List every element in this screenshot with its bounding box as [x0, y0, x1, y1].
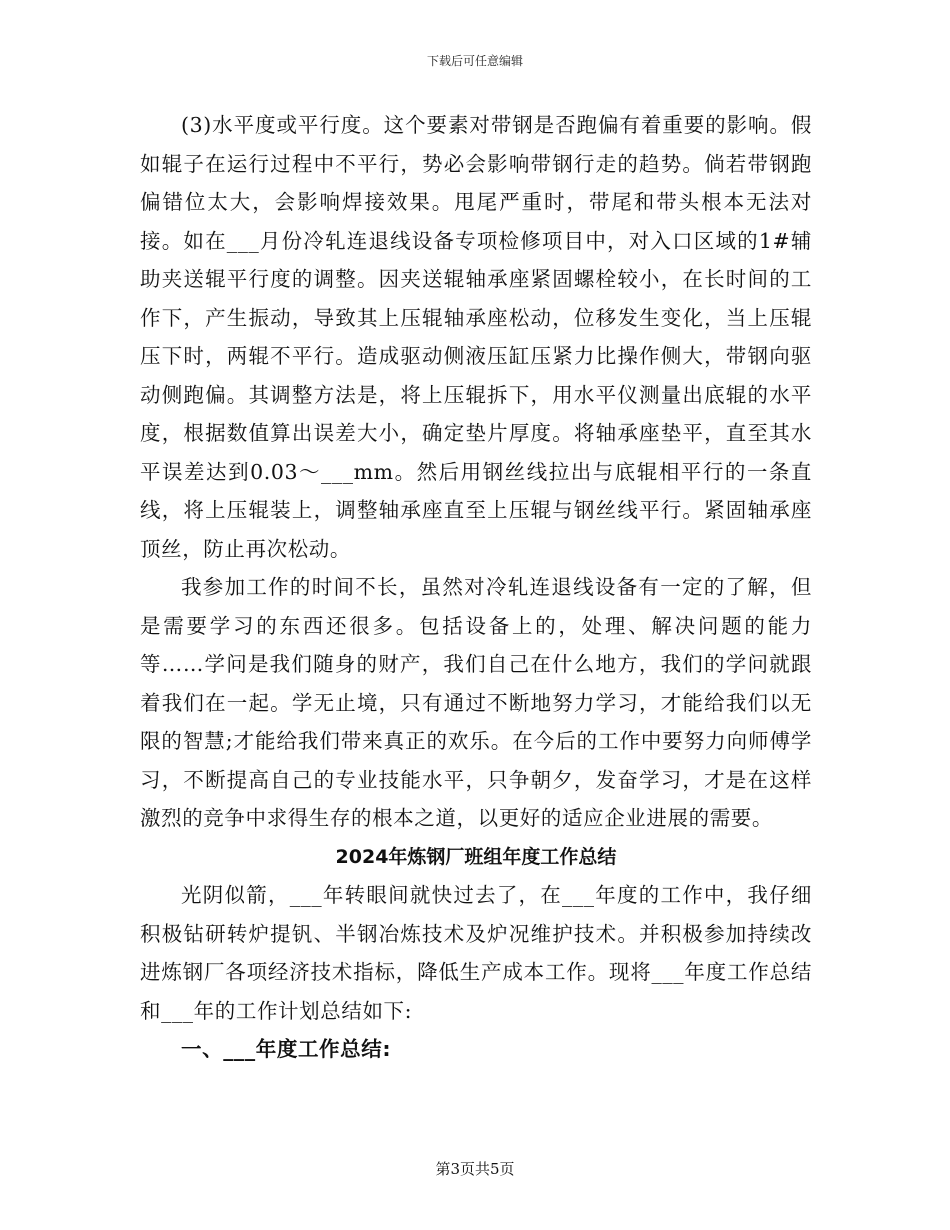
page-number: 第3页共5页	[435, 1160, 515, 1178]
paragraph-intro: 光阴似箭，___年转眼间就快过去了，在___年度的工作中，我仔细积极钻研转炉提钒、半钢冶炼技术及炉况维护技术。并积极参加持续改进炼钢厂各项经济技术指标，降低生产成本工作。现将___年度工作总结和___年的工作计划总结如下:	[140, 883, 812, 1023]
section-subheading: 一、___年度工作总结:	[181, 1037, 392, 1061]
page-header-note: 下载后可任意编辑	[426, 54, 523, 68]
section-title: 2024年炼钢厂班组年度工作总结	[335, 845, 617, 868]
paragraph-levelness: (3)水平度或平行度。这个要素对带钢是否跑偏有着重要的影响。假如辊子在运行过程中不平行，势必会影响带钢行走的趋势。倘若带钢跑偏错位太大，会影响焊接效果。甩尾严重时，带尾和带头根本无法对接。如在___月份冷轧连退线设备专项检修项目中，对入口区域的1#辅助夹送辊平行度的调整。因夹送辊轴承座紧固螺栓较小，在长时间的工作下，产生振动，导致其上压辊轴承座松动，位移发生变化，当上压辊压下时，两辊不平行。造成驱动侧液压缸压紧力比操作侧大，带钢向驱动侧跑偏。其调整方法是，将上压辊拆下，用水平仪测量出底辊的水平度，根据数值算出误差大小，确定垫片厚度。将轴承座垫平，直至其水平误差达到0.03～___mm。然后用钢丝线拉出与底辊相平行的一条直线，将上压辊装上，调整轴承座直至上压辊与钢丝线平行。紧固轴承座顶丝，防止再次松动。	[140, 113, 812, 561]
paragraph-learning: 我参加工作的时间不长，虽然对冷轧连退线设备有一定的了解，但是需要学习的东西还很多。包括设备上的，处理、解决问题的能力等……学问是我们随身的财产，我们自己在什么地方，我们的学问就跟着我们在一起。学无止境，只有通过不断地努力学习，才能给我们以无限的智慧;才能给我们带来真正的欢乐。在今后的工作中要努力向师傅学习，不断提高自己的专业技能水平，只争朝夕，发奋学习，才是在这样激烈的竞争中求得生存的根本之道，以更好的适应企业进展的需要。	[140, 575, 812, 830]
document-body	[140, 106, 812, 1069]
